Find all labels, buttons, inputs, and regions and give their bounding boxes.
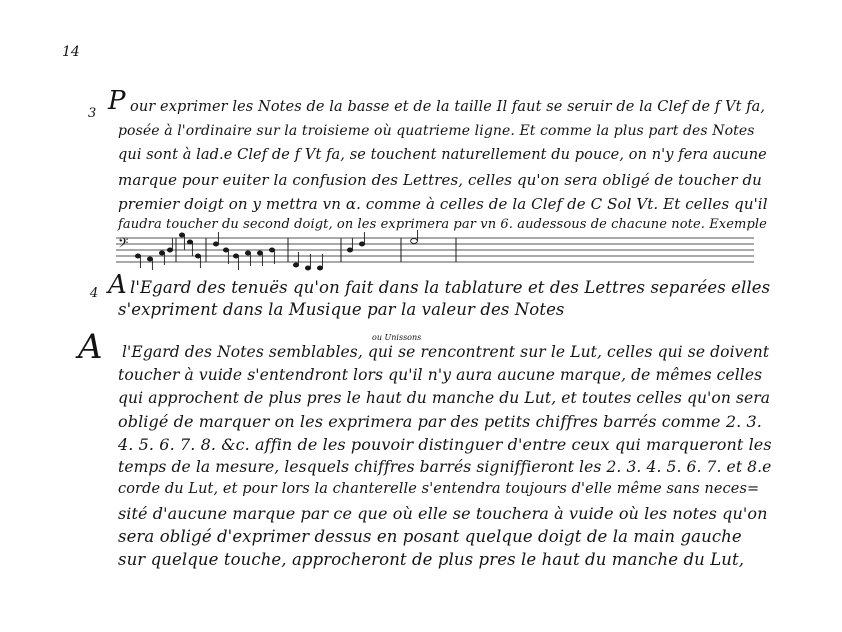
dropcap-a-small: A [108, 270, 127, 300]
text-line: s'expriment dans la Musique par la valeur des Notes [118, 300, 565, 319]
paragraph-number-4: 4 [90, 286, 99, 301]
text-line: our exprimer les Notes de la basse et de la taille Il faut se seruir de la Clef de f Vt fa, [130, 99, 766, 115]
bass-clef-icon [118, 235, 128, 254]
text-line: qui sont à lad.e Clef de f Vt fa, se touchent naturellement du pouce, on n'y fera aucune [118, 147, 767, 163]
text-line: toucher à vuide s'entendront lors qu'il n'y aura aucune marque, de mêmes celles [118, 366, 763, 384]
text-line: l'Egard des tenuës qu'on fait dans la tablature et des Lettres separées elles [130, 278, 771, 297]
text-line: corde du Lut, et pour lors la chanterelle s'entendra toujours d'elle même sans neces= [118, 481, 760, 497]
text-line: sur quelque touche, approcheront de plus pres le haut du manche du Lut, [118, 550, 745, 569]
paragraph-number-3: 3 [88, 106, 97, 121]
dropcap-p: P [108, 86, 126, 116]
svg-text:𝄢: 𝄢 [118, 235, 129, 254]
text-line: temps de la mesure, lesquels chiffres barrés signiffieront les 2. 3. 4. 5. 6. 7. et 8.e [118, 458, 772, 476]
text-line: faudra toucher du second doigt, on les exprimera par vn 6. audessous de chacune note. Exemple [118, 217, 767, 232]
text-line: premier doigt on y mettra vn α. comme à celles de la Clef de C Sol Vt. Et celles qu'il [118, 195, 768, 213]
page-number: 14 [62, 44, 80, 60]
text-line: sera obligé d'exprimer dessus en posant quelque doigt de la main gauche [118, 527, 742, 546]
text-line: qui approchent de plus pres le haut du manche du Lut, et toutes celles qu'on sera [118, 389, 771, 407]
interlinear-gloss: ou Unissons [372, 333, 422, 342]
text-line: obligé de marquer on les exprimera par des petits chiffres barrés comme 2. 3. [118, 412, 762, 431]
text-line: l'Egard des Notes semblables, qui se rencontrent sur le Lut, celles qui se doivent [122, 343, 770, 361]
text-line: posée à l'ordinaire sur la troisieme où quatrieme ligne. Et comme la plus part des Notes [118, 123, 755, 139]
music-staff [116, 230, 756, 280]
text-line: 4. 5. 6. 7. 8. &c. affin de les pouvoir distinguer d'entre ceux qui marqueront les [118, 435, 772, 454]
dropcap-a-large: A [78, 327, 103, 367]
text-line: sité d'aucune marque par ce que où elle se touchera à vuide où les notes qu'on [118, 504, 768, 523]
text-line: marque pour euiter la confusion des Lettres, celles qu'on sera obligé de toucher du [118, 171, 762, 189]
